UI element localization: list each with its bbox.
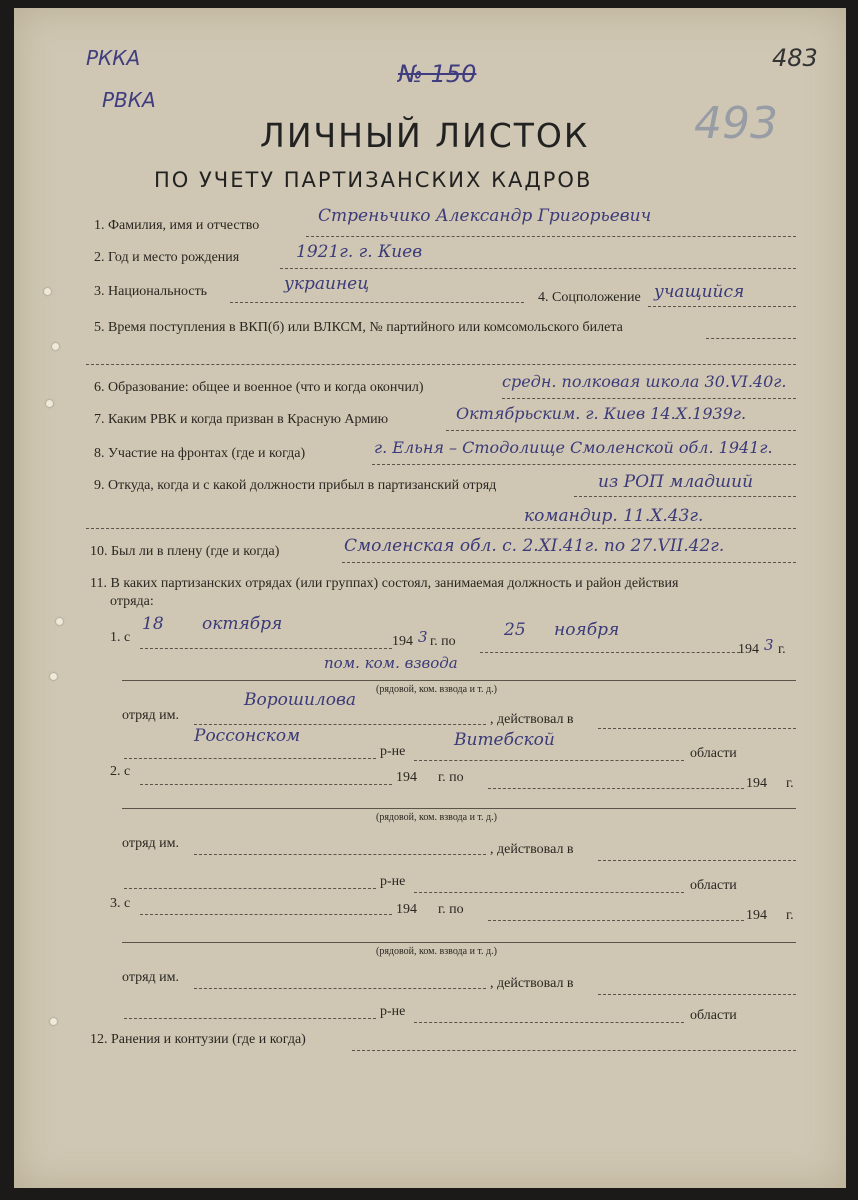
entry-1-oblast: Витебской [454,730,555,750]
pencil-mark: 493 [694,98,778,149]
entry-1-rayon-line [124,758,376,759]
field-9-line-b [86,528,796,529]
field-2-line [280,268,796,269]
field-1-label: 1. Фамилия, имя и отчество [94,218,260,233]
entry-2-g: г. [786,776,794,791]
entry-1-month2: ноября [554,620,620,640]
entry-3-from-line [140,914,392,915]
entry-2-rayon-line [124,888,376,889]
punch-hole [50,673,57,680]
entry-2-otryad-label: отряд им. [122,836,180,851]
entry-3-oblast-line [414,1022,684,1023]
entry-1-deistv: , действовал в [490,712,574,727]
field-4-value: учащийся [654,282,745,302]
entry-1-g: г. [778,642,786,657]
document-page [14,8,846,1188]
page-subtitle: ПО УЧЕТУ ПАРТИЗАНСКИХ КАДРОВ [154,168,593,192]
entry-3-obl-label: области [690,1008,737,1023]
field-12-line [352,1050,796,1051]
punch-hole [50,1018,57,1025]
entry-2-obl-label: области [690,878,737,893]
entry-1-month: октября [202,614,283,634]
entry-2-number: 2. с [110,764,131,779]
field-11-label-cont: отряда: [110,594,154,609]
field-9-value-2: командир. 11.X.43г. [524,506,704,526]
punch-hole [46,400,53,407]
field-9-value-1: из РОП младший [598,472,754,492]
entry-2-year2: 194 [746,776,767,791]
entry-1-rne: р-не [380,744,406,759]
field-3-label: 3. Национальность [94,284,208,299]
punch-hole [44,288,51,295]
field-7-label: 7. Каким РВК и когда призван в Красную Армию [94,412,389,427]
entry-1-year1: 194 [392,634,413,649]
entry-3-number: 3. с [110,896,131,911]
field-9-label: 9. Откуда, когда и с какой должности прибыл в партизанский отряд [94,478,497,493]
field-6-label: 6. Образование: общее и военное (что и когда окончил) [94,380,424,395]
entry-2-otryad-line [194,854,486,855]
field-7-value: Октябрьским. г. Киев 14.X.1939г. [456,404,747,423]
entry-2-role-line [122,808,796,809]
entry-3-otryad-label: отряд им. [122,970,180,985]
field-2-value: 1921г. г. Киев [296,242,423,262]
entry-2-role-hint: (рядовой, ком. взвода и т. д.) [376,812,497,823]
entry-1-year2-digit: 3 [764,636,774,654]
field-8-line [372,464,796,465]
entry-1-to-line [480,652,740,653]
entry-2-from-line [140,784,392,785]
entry-3-deistv-line [598,994,796,995]
entry-2-rne: р-не [380,874,406,889]
field-1-line [306,236,796,237]
entry-1-otryad-line [194,724,486,725]
field-3-value: украинец [284,274,370,294]
entry-2-to-line [488,788,744,789]
entry-3-year2: 194 [746,908,767,923]
field-8-label: 8. Участие на фронтах (где и когда) [94,446,306,461]
entry-1-day: 18 [142,614,164,634]
field-7-line [446,430,796,431]
entry-1-obl-label: области [690,746,737,761]
entry-2-po: г. по [438,770,464,785]
entry-1-deistv-line [598,728,796,729]
stamp-rkka: РККА [86,46,141,70]
punch-hole [56,618,63,625]
entry-1-from-line [140,648,392,649]
field-4-label: 4. Соцположение [538,290,641,305]
entry-1-oblast-line [414,760,684,761]
field-5-label: 5. Время поступления в ВКП(б) или ВЛКСМ, № партийного или комсомольского билета [94,320,623,335]
stamp-rvka: РВКА [102,88,156,112]
page-title: ЛИЧНЫЙ ЛИСТОК [260,116,590,155]
entry-1-rayon: Россонском [194,726,301,746]
entry-1-po: г. по [430,634,456,649]
archive-number: 483 [772,44,818,72]
field-6-line [502,398,796,399]
entry-3-role-line [122,942,796,943]
field-10-label: 10. Был ли в плену (где и когда) [90,544,280,559]
entry-2-deistv: , действовал в [490,842,574,857]
field-5-line-a [706,338,796,339]
entry-1-year2: 194 [738,642,759,657]
entry-2-oblast-line [414,892,684,893]
entry-1-day2: 25 [504,620,526,640]
entry-1-role: пом. ком. взвода [324,654,458,672]
entry-3-po: г. по [438,902,464,917]
entry-3-deistv: , действовал в [490,976,574,991]
entry-1-role-hint: (рядовой, ком. взвода и т. д.) [376,684,497,695]
entry-3-year1: 194 [396,902,417,917]
field-9-line-a [574,496,796,497]
entry-3-rayon-line [124,1018,376,1019]
field-3-line [230,302,524,303]
entry-2-year1: 194 [396,770,417,785]
entry-3-to-line [488,920,744,921]
field-6-value: средн. полковая школа 30.VI.40г. [502,372,787,391]
field-5-line-b [86,364,796,365]
field-10-value: Смоленская обл. с. 2.XI.41г. по 27.VII.42г. [344,536,725,556]
entry-1-otryad: Ворошилова [244,690,356,710]
field-4-line [648,306,796,307]
entry-1-role-line [122,680,796,681]
entry-1-number: 1. с [110,630,131,645]
field-1-value: Стреньчико Александр Григорьевич [318,206,652,226]
entry-1-year1-digit: 3 [418,628,428,646]
entry-3-role-hint: (рядовой, ком. взвода и т. д.) [376,946,497,957]
field-8-value: г. Ельня – Стодолище Смоленской обл. 1941г. [374,438,773,457]
field-12-label: 12. Ранения и контузии (где и когда) [90,1032,306,1047]
entry-3-otryad-line [194,988,486,989]
document-number: № 150 [398,60,477,88]
field-2-label: 2. Год и место рождения [94,250,240,265]
entry-2-deistv-line [598,860,796,861]
punch-hole [52,343,59,350]
entry-1-otryad-label: отряд им. [122,708,180,723]
field-10-line [342,562,796,563]
field-11-label: 11. В каких партизанских отрядах (или группах) состоял, занимаемая должность и район действия [90,576,679,591]
entry-3-rne: р-не [380,1004,406,1019]
entry-3-g: г. [786,908,794,923]
